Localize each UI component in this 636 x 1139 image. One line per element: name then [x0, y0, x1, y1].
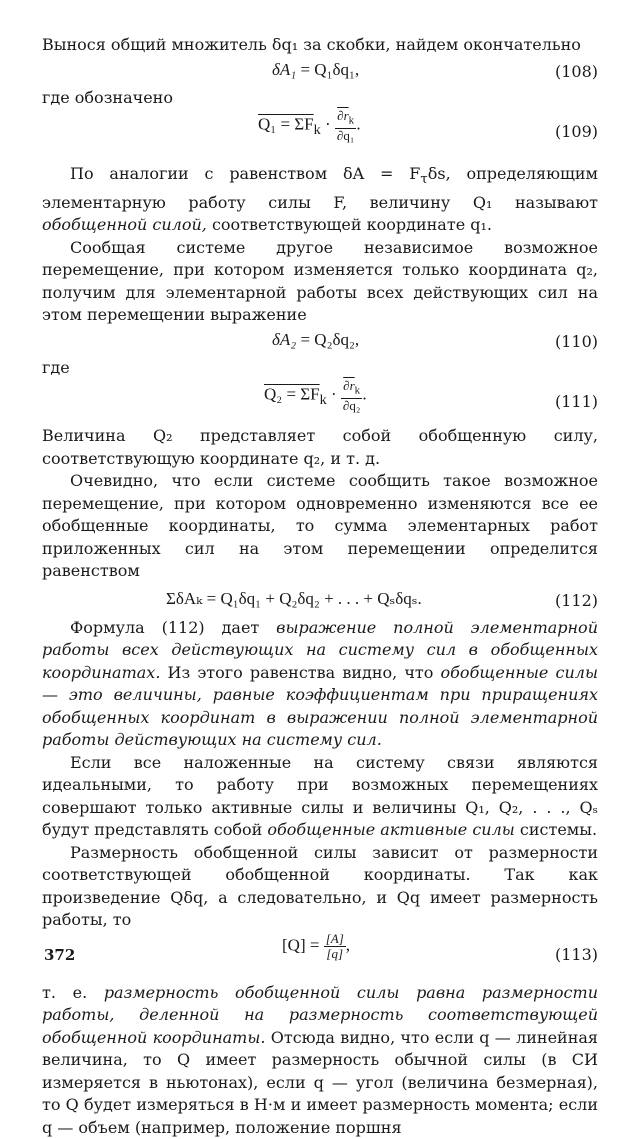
equation-111: [42, 379, 598, 423]
paragraph-2: По аналогии с равенством $\delta A = F_\tau\delta s$, определяющим элементарную работу силы F, величину Q₁ называют обобщенной силой, соответствующей координате q₁.: [42, 164, 599, 235]
paragraph-8: Размерность обобщенной силы зависит от размерности соответствующей обобщенной координаты. Так как произведение Qδq, а следовательно, и Qq имеет размерность работы, то: [42, 842, 598, 930]
equation-113-number: (113): [554, 944, 598, 964]
paragraph-6: Формула (112) дает выражение полной элементарной работы всех действующих на систему сил в обобщенных координатах. Из этого равенства видно, что обобщенные силы — это величины, равные коэффициентам при приращениях обобщенных координат в выражении полной элементарной работы действующих на систему сил.: [42, 617, 598, 750]
equation-109: [42, 109, 598, 153]
paragraph-5: Очевидно, что если системе сообщить такое возможное перемещение, при котором одновременно изменяются все ее обобщенные координаты, то сумма элементарных работ приложенных сил на этом перемещении определится равенством: [42, 471, 598, 581]
paragraph-9: т. е. размерность обобщенной силы равна размерности работы, деленной на размерность соответствующей обобщенной координаты. Отсюда видно, что если q — линейная величина, то Q имеет размерность обычной силы (в СИ измеряется в ньютонах), если q — угол (величина безмерная), то Q будет измеряться в Н·м и имеет размерность момента; если q — объем (например, положение поршня: [42, 982, 598, 1137]
page-body: [42, 34, 598, 1139]
equation-110: [42, 327, 598, 357]
equation-108-formula: δA₁ = Q₁δq₁,: [272, 59, 360, 79]
equation-112: [42, 583, 598, 617]
paragraph-3: Сообщая системе другое независимое возможное перемещение, при котором изменяется только координата q₂, получим для элементарной работы всех действующих сил на этом перемещении выражение: [42, 237, 598, 325]
equation-110-formula: δA₂ = Q₂δq₂,: [272, 329, 360, 349]
equation-109-number: (109): [554, 122, 598, 141]
paragraph-1: Вынося общий множитель δq₁ за скобки, найдем окончательно: [42, 35, 581, 54]
equation-110-number: (110): [554, 331, 598, 351]
equation-111-fraction: $\frac{\partial r_k}{\text{∂q₂}}$: [342, 378, 361, 413]
equation-108-number: (108): [554, 61, 598, 81]
equation-112-number: (112): [554, 590, 598, 610]
equation-113-fraction: $\frac{[A]}{[q]}$: [325, 930, 344, 961]
equation-112-formula: ΣδAₖ = Q₁δq₁ + Q₂δq₂ + . . . + Qₛδqₛ.: [166, 588, 422, 608]
equation-111-number: (111): [554, 392, 598, 412]
paragraph-7: Если все наложенные на систему связи являются идеальными, то работу при возможных перемещениях совершают только активные силы и величины Q₁, Q₂, . . ., Qₛ будут представлять собой обобщенные активные силы системы.: [42, 752, 598, 840]
equation-111-formula: $Q_2 = \Sigma F_k$ · $\frac{\partial r_k}{\text{∂q₂}}$ .: [264, 378, 367, 413]
equation-108: [42, 57, 598, 87]
equation-113-formula: [Q] = $\frac{[A]}{[q]}$ ,: [282, 930, 350, 961]
where-label-2: где: [42, 357, 70, 377]
paragraph-4: Величина Q₂ представляет собой обобщенную силу, соответствующую координате q₂, и т. д.: [42, 426, 598, 468]
page-number: 372: [44, 946, 76, 964]
where-label-1: где обозначено: [42, 87, 173, 107]
equation-109-formula: $Q_1 = \Sigma F_k$ · $\frac{\partial r_k}{\text{∂q₁}}$ .: [258, 108, 361, 143]
equation-109-fraction: $\frac{\partial r_k}{\text{∂q₁}}$: [336, 108, 355, 143]
equation-113: [42, 932, 598, 978]
